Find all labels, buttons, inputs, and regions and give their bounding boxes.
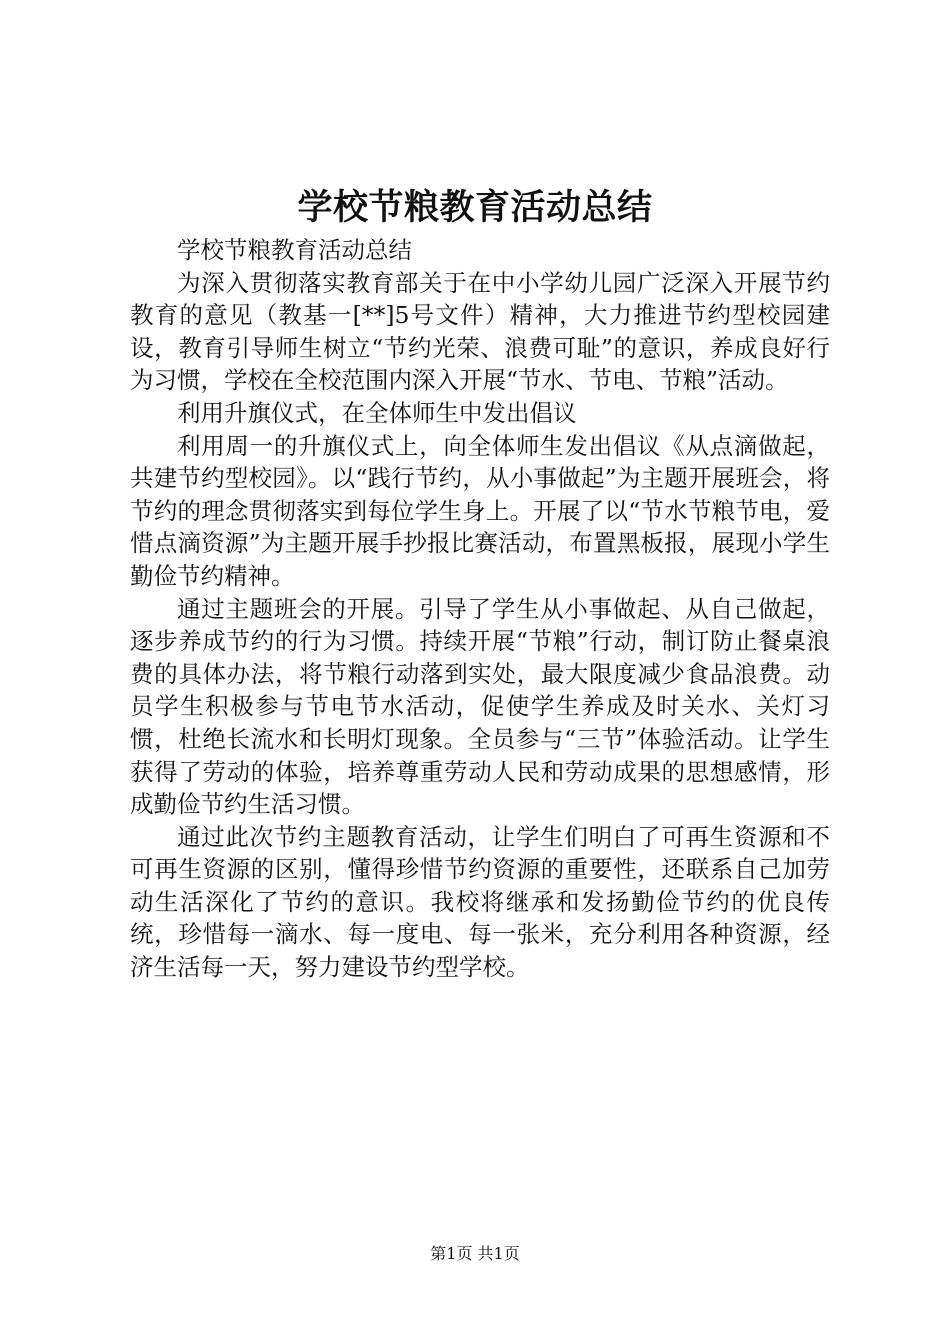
paragraph-subtitle: 学校节粮教育活动总结: [177, 236, 412, 264]
paragraph-intro: 为深入贯彻落实教育部关于在中小学幼儿园广泛深入开展节约教育的意见（教基一[**]5号文件）精神，大力推进节约型校园建设，教育引导师生树立“节约光荣、浪费可耻”的意识，养成良好行为习惯，学校在全校范围内深入开展“节水、节电、节粮”活动。: [130, 268, 830, 395]
document-body: [130, 234, 830, 984]
paragraph-class-meeting: 通过主题班会的开展。引导了学生从小事做起、从自己做起，逐步养成节约的行为习惯。持续开展“节粮”行动，制订防止餐桌浪费的具体办法，将节粮行动落到实处，最大限度减少食品浪费。动员学生积极参与节电节水活动，促使学生养成及时关水、关灯习惯，杜绝长流水和长明灯现象。全员参与“三节”体验活动。让学生获得了劳动的体验，培养尊重劳动人民和劳动成果的思想感情，形成勤俭节约生活习惯。: [130, 594, 830, 819]
paragraph-flag-ceremony: 利用周一的升旗仪式上，向全体师生发出倡议《从点滴做起，共建节约型校园》。以“践行节约，从小事做起”为主题开展班会，将节约的理念贯彻落实到每位学生身上。开展了以“节水节粮节电，爱惜点滴资源”为主题开展手抄报比赛活动，布置黑板报，展现小学生勤俭节约精神。: [130, 431, 830, 590]
document-title: 学校节粮教育活动总结: [297, 187, 653, 228]
page-footer: 第1页 共1页: [430, 1244, 520, 1263]
paragraph-section-heading: 利用升旗仪式，在全体师生中发出倡议: [177, 398, 577, 427]
paragraph-conclusion: 通过此次节约主题教育活动，让学生们明白了可再生资源和不可再生资源的区别，懂得珍惜节约资源的重要性，还联系自己加劳动生活深化了节约的意识。我校将继承和发扬勤俭节约的优良传统，珍惜每一滴水、每一度电、每一张米，充分利用各种资源，经济生活每一天，努力建设节约型学校。: [130, 822, 830, 982]
